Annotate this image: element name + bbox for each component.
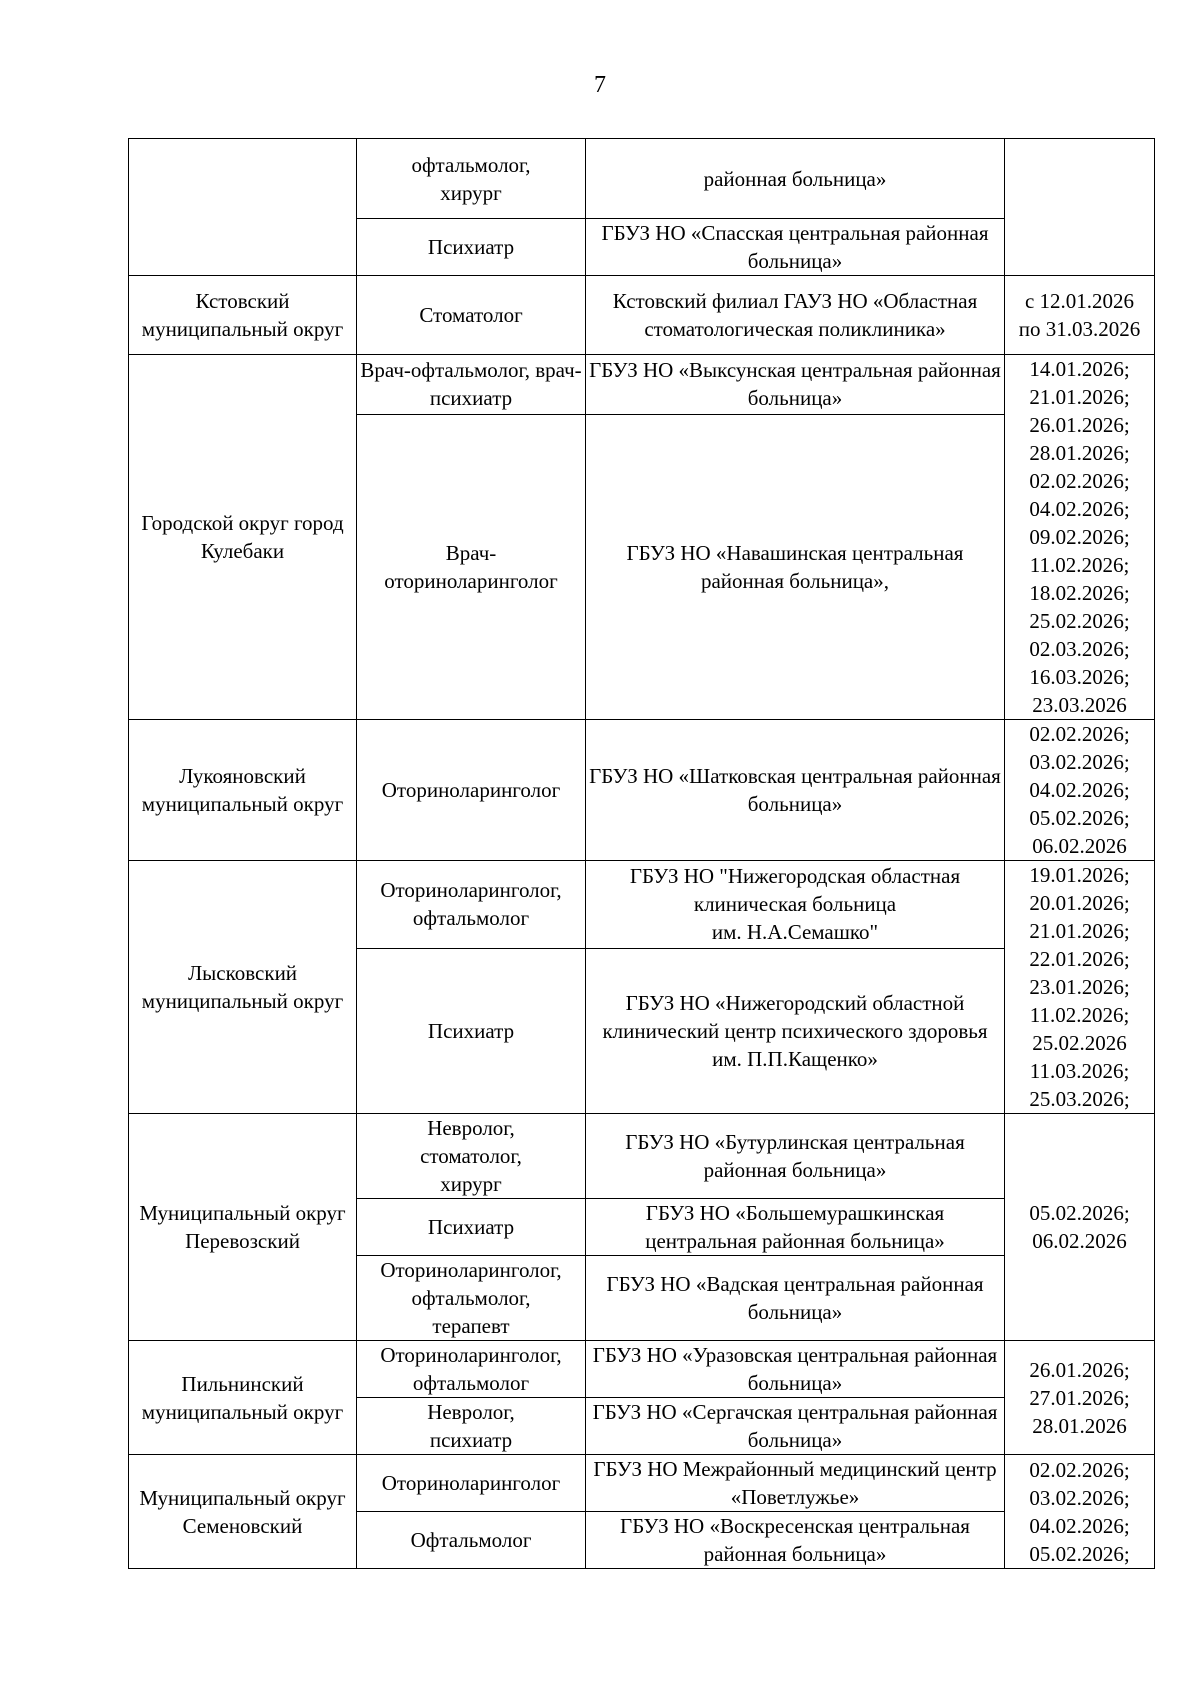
institution-cell: ГБУЗ НО «Большемурашкинская центральная районная больница»: [586, 1199, 1005, 1256]
district-cell: [129, 139, 357, 276]
table-row: [129, 276, 1155, 355]
institution-cell: ГБУЗ НО «Выксунская центральная районная больница»: [586, 355, 1005, 415]
district-cell: Городской округ город Кулебаки: [129, 355, 357, 720]
table-row: [129, 720, 1155, 861]
specialist-cell: Невролог, стоматолог, хирург: [357, 1114, 586, 1199]
dates-cell: 19.01.2026; 20.01.2026; 21.01.2026; 22.01.2026; 23.01.2026; 11.02.2026; 25.02.2026 11.03.2026; 25.03.2026;: [1005, 861, 1155, 1114]
table-row: [129, 355, 1155, 415]
specialist-cell: Психиатр: [357, 219, 586, 276]
institution-cell: ГБУЗ НО «Нижегородский областной клинический центр психического здоровья им. П.П.Кащенко»: [586, 948, 1005, 1113]
district-cell: Кстовский муниципальный округ: [129, 276, 357, 355]
specialist-cell: Стоматолог: [357, 276, 586, 355]
institution-cell: ГБУЗ НО «Сергачская центральная районная больница»: [586, 1398, 1005, 1455]
specialist-cell: офтальмолог, хирург: [357, 139, 586, 219]
district-cell: Пильнинский муниципальный округ: [129, 1341, 357, 1455]
institution-cell: районная больница»: [586, 139, 1005, 219]
specialist-cell: Психиатр: [357, 1199, 586, 1256]
dates-cell: 02.02.2026; 03.02.2026; 04.02.2026; 05.02.2026; 06.02.2026: [1005, 720, 1155, 861]
specialist-cell: Врач-оториноларинголог: [357, 414, 586, 719]
institution-cell: ГБУЗ НО Межрайонный медицинский центр «Поветлужье»: [586, 1455, 1005, 1512]
specialist-cell: Оториноларинголог: [357, 720, 586, 861]
table-row: [129, 861, 1155, 949]
table-row: [129, 1114, 1155, 1199]
page-number: 7: [594, 72, 606, 98]
table-row: [129, 139, 1155, 219]
district-cell: Лысковский муниципальный округ: [129, 861, 357, 1114]
dates-cell: 14.01.2026; 21.01.2026; 26.01.2026; 28.01.2026; 02.02.2026; 04.02.2026; 09.02.2026; 11.02.2026; 18.02.2026; 25.02.2026; 02.03.2026; 16.03.2026; 23.03.2026: [1005, 355, 1155, 720]
institution-cell: ГБУЗ НО «Спасская центральная районная больница»: [586, 219, 1005, 276]
district-cell: Лукояновский муниципальный округ: [129, 720, 357, 861]
table-row: [129, 1341, 1155, 1398]
institution-cell: ГБУЗ НО «Воскресенская центральная районная больница»: [586, 1512, 1005, 1569]
dates-cell: 02.02.2026; 03.02.2026; 04.02.2026; 05.02.2026;: [1005, 1455, 1155, 1569]
dates-cell: 26.01.2026; 27.01.2026; 28.01.2026: [1005, 1341, 1155, 1455]
specialist-cell: Оториноларинголог, офтальмолог: [357, 1341, 586, 1398]
dates-cell: 05.02.2026; 06.02.2026: [1005, 1114, 1155, 1341]
institution-cell: Кстовский филиал ГАУЗ НО «Областная стоматологическая поликлиника»: [586, 276, 1005, 355]
dates-cell: [1005, 139, 1155, 276]
specialist-cell: Врач-офтальмолог, врач-психиатр: [357, 355, 586, 415]
district-cell: Муниципальный округ Семеновский: [129, 1455, 357, 1569]
table-row: [129, 1455, 1155, 1512]
specialist-cell: Оториноларинголог, офтальмолог, терапевт: [357, 1256, 586, 1341]
institution-cell: ГБУЗ НО «Навашинская центральная районная больница»,: [586, 414, 1005, 719]
specialist-cell: Невролог, психиатр: [357, 1398, 586, 1455]
institution-cell: ГБУЗ НО «Бутурлинская центральная районная больница»: [586, 1114, 1005, 1199]
specialist-cell: Оториноларинголог: [357, 1455, 586, 1512]
specialist-cell: Оториноларинголог, офтальмолог: [357, 861, 586, 949]
specialist-cell: Психиатр: [357, 948, 586, 1113]
institution-cell: ГБУЗ НО "Нижегородская областная клиническая больница им. Н.А.Семашко": [586, 861, 1005, 949]
schedule-table: [128, 138, 1155, 1569]
dates-cell: с 12.01.2026 по 31.03.2026: [1005, 276, 1155, 355]
institution-cell: ГБУЗ НО «Шатковская центральная районная больница»: [586, 720, 1005, 861]
institution-cell: ГБУЗ НО «Уразовская центральная районная больница»: [586, 1341, 1005, 1398]
institution-cell: ГБУЗ НО «Вадская центральная районная больница»: [586, 1256, 1005, 1341]
district-cell: Муниципальный округ Перевозский: [129, 1114, 357, 1341]
specialist-cell: Офтальмолог: [357, 1512, 586, 1569]
